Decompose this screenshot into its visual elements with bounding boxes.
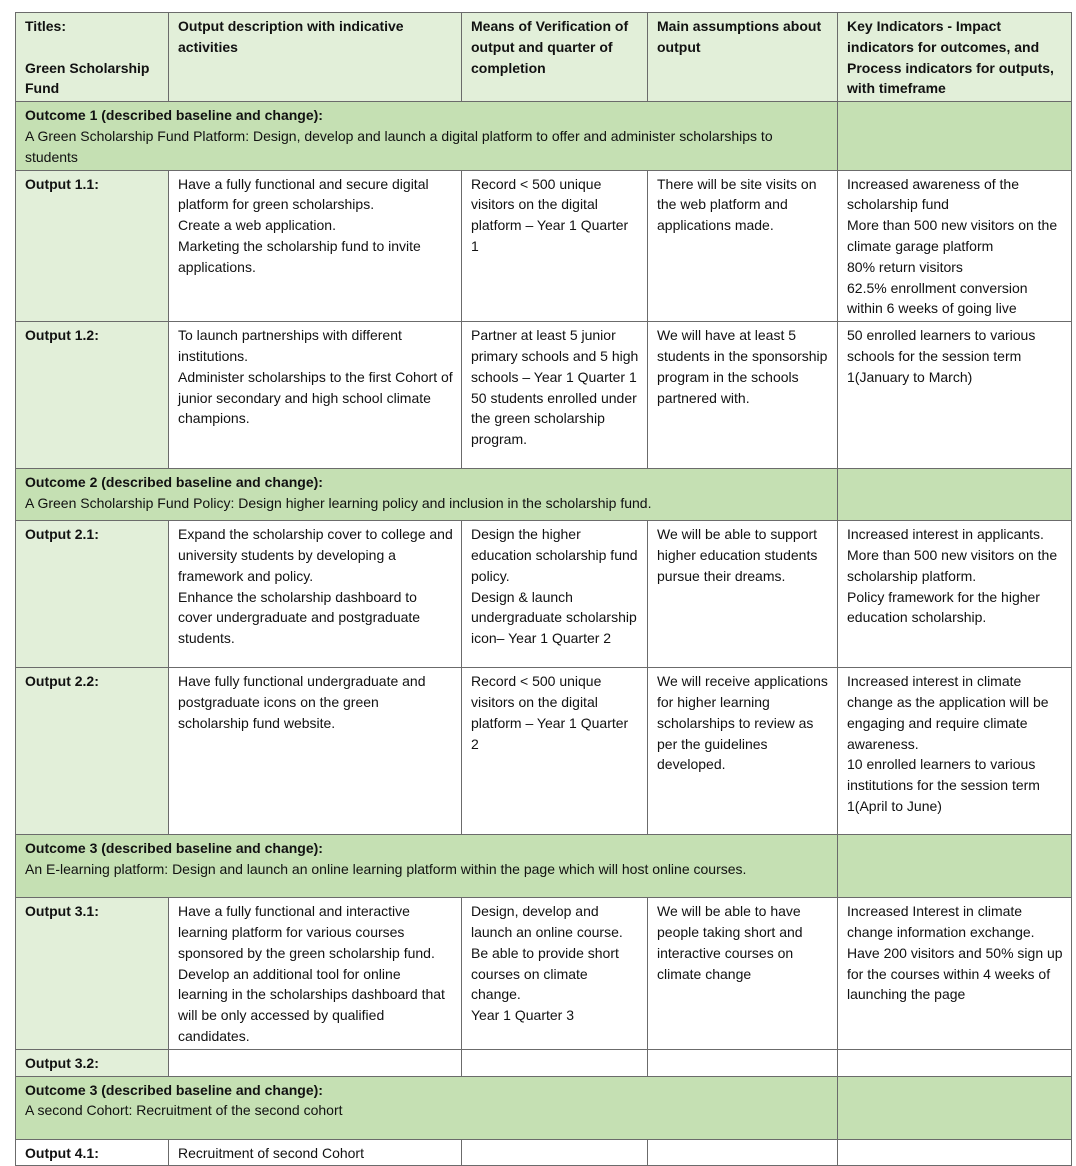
output-4-1-desc-line: Recruitment of second Cohort xyxy=(178,1144,364,1161)
output-2-1-verif-line: Design & launch undergraduate scholarship icon– Year 1 Quarter 2 xyxy=(471,588,637,647)
output-4-1-indicators xyxy=(838,1139,1072,1166)
output-1-1-label: Output 1.1: xyxy=(16,170,169,322)
output-2-2-assump-line: We will receive applications for higher learning scholarships to review as per the guidelines developed. xyxy=(657,673,828,773)
outcome-1-indicator-cell xyxy=(838,102,1072,170)
outcome-4-cell xyxy=(16,1076,838,1139)
output-1-2-assump-line: We will have at least 5 students in the sponsorship program in the schools partnered with. xyxy=(657,327,828,406)
output-1-1-description xyxy=(169,170,462,322)
output-1-2-indicators xyxy=(838,322,1072,469)
output-2-1-assumptions xyxy=(648,521,838,668)
output-1-2-verif-line: 50 students enrolled under the green scholarship program. xyxy=(471,389,637,448)
output-3-1-verif-line: Design, develop and launch an online course. xyxy=(471,903,623,940)
output-2-1-indicators xyxy=(838,521,1072,668)
output-2-1-ind-line: More than 500 new visitors on the scholarship platform. xyxy=(847,546,1058,584)
outcome-3-row xyxy=(16,835,1072,898)
output-3-1-verif-line: Year 1 Quarter 3 xyxy=(471,1007,574,1024)
output-2-2-assumptions xyxy=(648,668,838,835)
output-2-2-verif-line: Record < 500 unique visitors on the digital platform – Year 1 Quarter 2 xyxy=(471,673,629,752)
output-3-1-row xyxy=(16,898,1072,1050)
output-2-1-ind-line: Increased interest in applicants. xyxy=(847,526,1044,543)
output-1-2-verif-line: Partner at least 5 junior primary schools and 5 high schools – Year 1 Quarter 1 xyxy=(471,327,639,385)
outcome-4-row xyxy=(16,1076,1072,1139)
output-1-1-ind-line: Increased awareness of the scholarship fund xyxy=(847,175,1019,213)
output-3-2-description xyxy=(169,1049,462,1076)
outcome-2-description: A Green Scholarship Fund Policy: Design higher learning policy and inclusion in the scholarship fund. xyxy=(25,494,652,511)
output-1-1-indicators xyxy=(838,170,1072,322)
output-1-2-row xyxy=(16,322,1072,469)
output-3-1-description xyxy=(169,898,462,1050)
output-2-2-ind-line: 10 enrolled learners to various institutions for the session term 1(April to June) xyxy=(847,756,1040,814)
output-4-1-label: Output 4.1: xyxy=(16,1139,169,1166)
outcome-3-description: An E-learning platform: Design and launch an online learning platform within the page which will host online courses. xyxy=(25,860,747,877)
outcome-2-row xyxy=(16,469,1072,521)
output-1-1-assumptions xyxy=(648,170,838,322)
output-3-1-ind-line: Increased Interest in climate change information exchange. xyxy=(847,903,1035,940)
output-3-1-indicators xyxy=(838,898,1072,1050)
output-1-2-desc-line: Administer scholarships to the first Cohort of junior secondary and high school climate champions. xyxy=(178,368,453,427)
outcome-3-indicator-cell xyxy=(838,835,1072,898)
output-1-1-assump-line: There will be site visits on the web platform and applications made. xyxy=(657,175,817,234)
output-2-2-row xyxy=(16,668,1072,835)
header-indicators: Key Indicators - Impact indicators for outcomes, and Process indicators for outputs, with timeframe xyxy=(838,13,1072,102)
outcome-1-description: A Green Scholarship Fund Platform: Design, develop and launch a digital platform to offer and administer scholarships to students xyxy=(25,127,773,165)
fund-name: Green Scholarship Fund xyxy=(25,59,150,97)
output-3-2-verification xyxy=(462,1049,648,1076)
output-2-2-label: Output 2.2: xyxy=(16,668,169,835)
output-1-1-desc-line: Marketing the scholarship fund to invite applications. xyxy=(178,237,421,275)
output-3-1-label: Output 3.1: xyxy=(16,898,169,1050)
output-2-2-indicators xyxy=(838,668,1072,835)
output-1-2-verification xyxy=(462,322,648,469)
output-4-1-assumptions xyxy=(648,1139,838,1166)
output-1-2-assumptions xyxy=(648,322,838,469)
output-2-1-label: Output 2.1: xyxy=(16,521,169,668)
output-3-1-desc-line: Have a fully functional and interactive learning platform for various courses sponsored by the green scholarship fund. xyxy=(178,903,435,961)
output-1-1-ind-line: More than 500 new visitors on the climate garage platform xyxy=(847,217,1058,254)
output-3-1-assumptions xyxy=(648,898,838,1050)
output-2-2-ind-line: Increased interest in climate change as the application will be engaging and require climate awareness. xyxy=(847,673,1049,752)
output-3-2-row xyxy=(16,1049,1072,1076)
output-2-2-description xyxy=(169,668,462,835)
output-3-2-indicators xyxy=(838,1049,1072,1076)
output-2-2-verification xyxy=(462,668,648,835)
output-1-2-ind-line: 50 enrolled learners to various schools for the session term 1(January to March) xyxy=(847,327,1036,385)
output-1-1-verif-line: Record < 500 unique visitors on the digital platform – Year 1 Quarter 1 xyxy=(471,175,629,254)
output-1-1-desc-line: Have a fully functional and secure digital platform for green scholarships. xyxy=(178,175,429,213)
output-2-1-desc-line: Enhance the scholarship dashboard to cover undergraduate and postgraduate students. xyxy=(178,588,421,647)
output-1-1-row xyxy=(16,170,1072,322)
output-4-1-verification xyxy=(462,1139,648,1166)
header-output-description: Output description with indicative activities xyxy=(169,13,462,102)
outcome-1-cell xyxy=(16,102,838,170)
output-2-1-verif-line: Design the higher education scholarship fund policy. xyxy=(471,526,638,584)
outcome-1-title: Outcome 1 (described baseline and change): xyxy=(25,107,323,124)
outcome-4-title: Outcome 3 (described baseline and change): xyxy=(25,1081,323,1098)
output-1-1-ind-line: 80% return visitors xyxy=(847,258,963,275)
output-1-1-ind-line: 62.5% enrollment conversion within 6 weeks of going live xyxy=(847,279,1028,317)
output-2-1-verification xyxy=(462,521,648,668)
output-2-1-assump-line: We will be able to support higher education students pursue their dreams. xyxy=(657,526,818,584)
outcome-3-title: Outcome 3 (described baseline and change): xyxy=(25,840,323,857)
outcome-4-indicator-cell xyxy=(838,1076,1072,1139)
output-3-2-label: Output 3.2: xyxy=(16,1049,169,1076)
output-3-1-verif-line: Be able to provide short courses on climate change. xyxy=(471,944,619,1003)
outcome-2-indicator-cell xyxy=(838,469,1072,521)
header-titles-cell xyxy=(16,13,169,102)
header-verification: Means of Verification of output and quarter of completion xyxy=(462,13,648,102)
outcome-3-cell xyxy=(16,835,838,898)
output-2-2-desc-line: Have fully functional undergraduate and postgraduate icons on the green scholarship fund website. xyxy=(178,673,426,731)
output-2-1-ind-line: Policy framework for the higher education scholarship. xyxy=(847,588,1040,626)
output-2-1-description xyxy=(169,521,462,668)
outcome-2-title: Outcome 2 (described baseline and change): xyxy=(25,474,323,491)
outcome-4-description: A second Cohort: Recruitment of the second cohort xyxy=(25,1102,343,1119)
outcome-2-cell xyxy=(16,469,838,521)
output-4-1-row xyxy=(16,1139,1072,1166)
output-1-2-description xyxy=(169,322,462,469)
outcome-1-row xyxy=(16,102,1072,170)
logframe-table xyxy=(15,12,1072,1166)
titles-label: Titles: xyxy=(25,18,66,34)
output-3-1-desc-line: Develop an additional tool for online learning in the scholarships dashboard that will be only accessed by qualified candidates. xyxy=(178,965,445,1044)
output-3-1-verification xyxy=(462,898,648,1050)
header-assumptions: Main assumptions about output xyxy=(648,13,838,102)
output-1-1-desc-line: Create a web application. xyxy=(178,217,336,234)
output-3-1-ind-line: Have 200 visitors and 50% sign up for the courses within 4 weeks of launching the page xyxy=(847,944,1063,1003)
output-1-2-desc-line: To launch partnerships with different institutions. xyxy=(178,327,402,364)
output-3-2-assumptions xyxy=(648,1049,838,1076)
header-row xyxy=(16,13,1072,102)
output-2-1-desc-line: Expand the scholarship cover to college and university students by developing a framework and policy. xyxy=(178,526,453,584)
output-1-2-label: Output 1.2: xyxy=(16,322,169,469)
output-2-1-row xyxy=(16,521,1072,668)
output-1-1-verification xyxy=(462,170,648,322)
output-4-1-description xyxy=(169,1139,462,1166)
output-3-1-assump-line: We will be able to have people taking short and interactive courses on climate change xyxy=(657,903,803,982)
